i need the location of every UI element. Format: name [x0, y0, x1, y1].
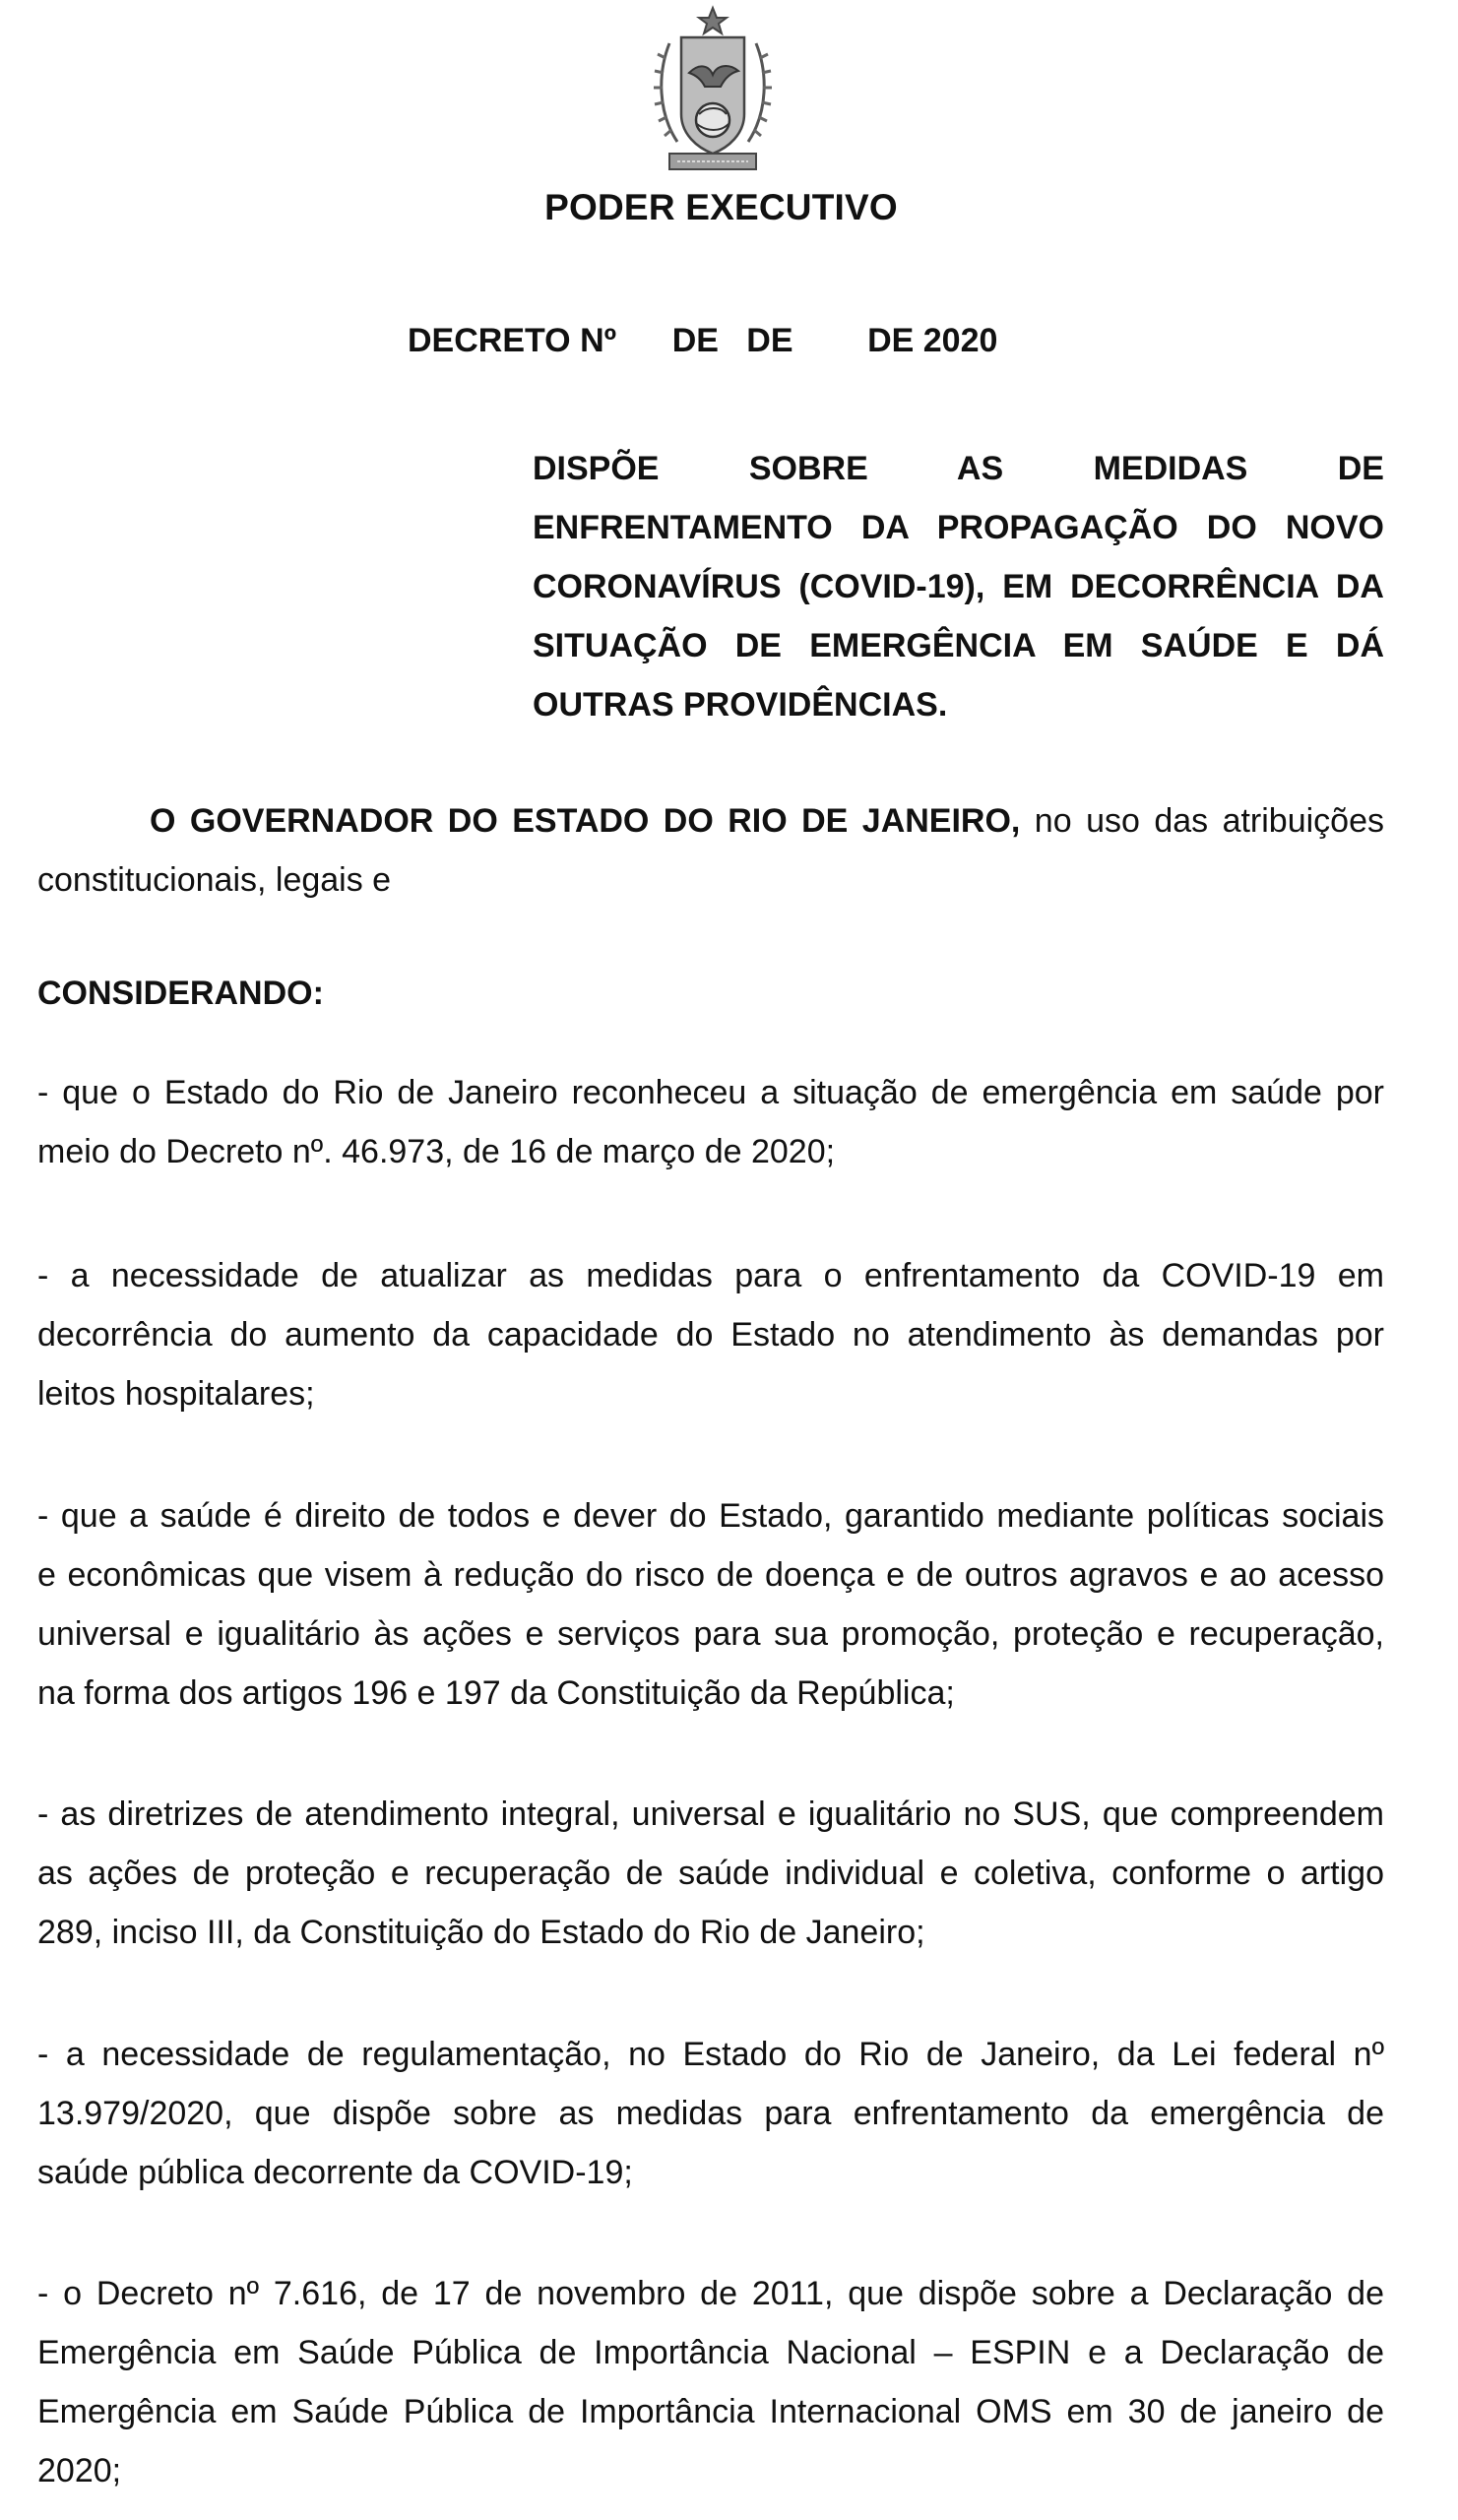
paragraph-line: 289, inciso III, da Constituição do Estado do Rio de Janeiro; [37, 1914, 925, 1951]
paragraph-line: - o Decreto nº 7.616, de 17 de novembro de 2011, que dispõe sobre a Declaração de [37, 2275, 1384, 2312]
summary-line: SITUAÇÃO DE EMERGÊNCIA EM SAÚDE E DÁ [533, 627, 1384, 664]
summary-line: CORONAVÍRUS (COVID-19), EM DECORRÊNCIA DA [533, 568, 1384, 605]
paragraph-line: - a necessidade de regulamentação, no Estado do Rio de Janeiro, da Lei federal nº [37, 2036, 1384, 2073]
considerando-heading: CONSIDERANDO: [37, 975, 324, 1012]
page-title [0, 187, 1458, 228]
decree-number-line: DECRETO Nº DE DE DE 2020 [408, 322, 998, 359]
paragraph-line: as ações de proteção e recuperação de saúde individual e coletiva, conforme o artigo [37, 1855, 1384, 1892]
paragraph-line: Emergência em Saúde Pública de Importância Internacional OMS em 30 de janeiro de [37, 2393, 1384, 2430]
paragraph-line: meio do Decreto nº. 46.973, de 16 de março de 2020; [37, 1133, 836, 1170]
governor-title: O GOVERNADOR DO ESTADO DO RIO DE JANEIRO, [150, 802, 1021, 840]
summary-line: OUTRAS PROVIDÊNCIAS. [533, 686, 948, 724]
paragraph-line: 13.979/2020, que dispõe sobre as medidas para enfrentamento da emergência de [37, 2095, 1384, 2132]
preamble [37, 791, 1384, 910]
paragraph-line: Emergência em Saúde Pública de Importância Nacional – ESPIN e a Declaração de [37, 2334, 1384, 2371]
paragraph-line: e econômicas que visem à redução do risco de doença e de outros agravos e ao acesso [37, 1556, 1384, 1594]
paragraph-line: - que o Estado do Rio de Janeiro reconheceu a situação de emergência em saúde por [37, 1074, 1384, 1111]
considering-paragraph-6 [37, 2264, 1384, 2500]
decree-summary [533, 439, 1384, 734]
paragraph-line: decorrência do aumento da capacidade do Estado no atendimento às demandas por [37, 1316, 1384, 1354]
considering-paragraph-3 [37, 1486, 1384, 1723]
paragraph-line: - a necessidade de atualizar as medidas para o enfrentamento da COVID-19 em [37, 1257, 1384, 1294]
paragraph-line: - as diretrizes de atendimento integral, universal e igualitário no SUS, que compreendem [37, 1796, 1384, 1833]
paragraph-line: - que a saúde é direito de todos e dever do Estado, garantido mediante políticas sociais [37, 1497, 1384, 1535]
considering-paragraph-2 [37, 1246, 1384, 1423]
preamble-text: no uso das atribuições [1020, 802, 1384, 840]
summary-line: ENFRENTAMENTO DA PROPAGAÇÃO DO NOVO [533, 509, 1384, 546]
preamble-line-2: constitucionais, legais e [37, 861, 392, 899]
summary-line: DISPÕE SOBRE AS MEDIDAS DE [533, 450, 1384, 487]
considering-paragraph-4 [37, 1785, 1384, 1962]
paragraph-line: leitos hospitalares; [37, 1375, 315, 1413]
preamble-line-1 [37, 791, 1384, 850]
paragraph-line: na forma dos artigos 196 e 197 da Constituição da República; [37, 1674, 955, 1712]
paragraph-line: saúde pública decorrente da COVID-19; [37, 2154, 633, 2191]
considering-paragraph-1 [37, 1063, 1384, 1181]
power-heading: PODER EXECUTIVO [544, 187, 898, 227]
paragraph-line: universal e igualitário às ações e serviços para sua promoção, proteção e recuperação, [37, 1615, 1384, 1653]
paragraph-line: 2020; [37, 2452, 122, 2489]
considering-paragraph-5 [37, 2025, 1384, 2202]
state-coat-of-arms-icon [648, 4, 778, 177]
